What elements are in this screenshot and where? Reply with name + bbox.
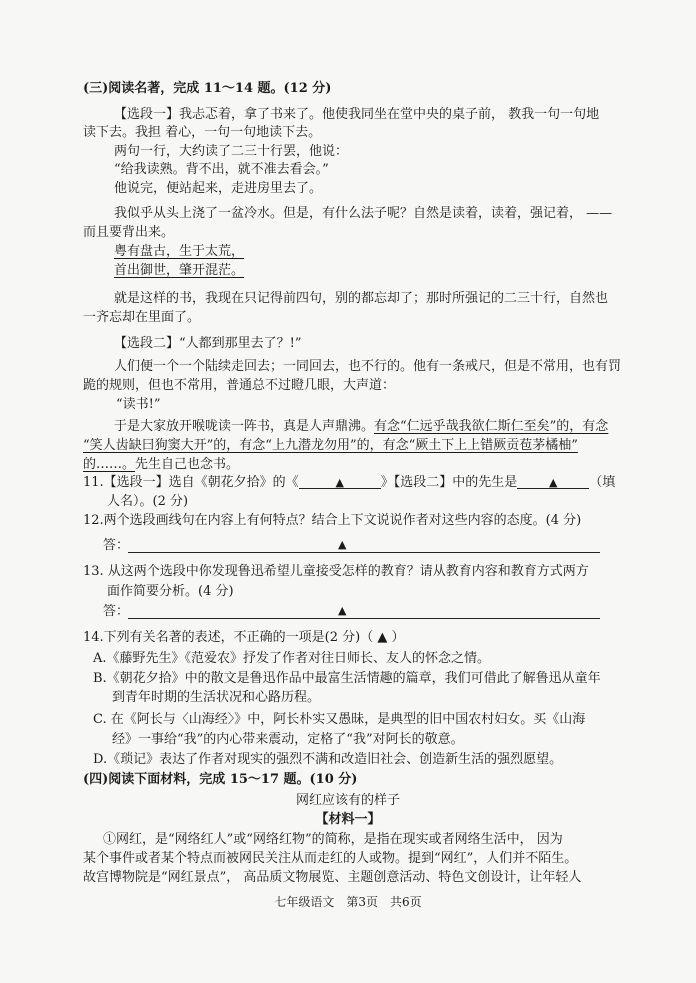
answer-line-12[interactable] [128, 551, 600, 553]
excerpt2-paragraph3: “读书!” [116, 397, 161, 412]
material-paragraph-line1: ①网红，是“网络红人”或“网络红物”的简称，是指在现实或者网络生活中， 因为 [103, 832, 563, 847]
answer-label-13: 答： [103, 604, 130, 619]
section4-heading: (四)阅读下面材料，完成 15～17 题。(10 分) [83, 772, 358, 787]
excerpt2-paragraph4-end [83, 456, 239, 474]
excerpt2-underlined-1: 有念“仁远乎哉我欲仁斯仁至矣”的，有念 [374, 419, 609, 434]
triangle-marker-icon: ▲ [338, 538, 347, 551]
option-c-cont: 经》一事给“我”的内心带来震动，定格了“我”对阿长的敬意。 [112, 732, 464, 747]
question-14[interactable]: 14.下列有关名著的表述，不正确的一项是(2 分)（ ▲ ） [83, 630, 405, 645]
option-b[interactable]: B.《朝花夕拾》中的散文是鲁迅作品中最富生活情趣的篇章，我们可借此了解鲁迅从童年 [93, 671, 601, 686]
excerpt2-last-sentence: 先生自己也念书。 [135, 457, 240, 472]
excerpt1-paragraph1: 【选段一】我忐忑着，拿了书来了。他使我同坐在堂中央的桌子前， 教我一句一句地 [114, 107, 600, 122]
triangle-marker-icon: ▲ [338, 604, 347, 617]
excerpt2-paragraph4-plain: 于是大家放开喉咙读一阵书，真是人声鼎沸。 [114, 419, 375, 434]
excerpt1-paragraph5: 我似乎从头上浇了一盆冷水。但是，有什么法子呢？自然是读着，读着，强记着， —— [114, 206, 613, 221]
excerpt2-underlined-3: 的……。 [83, 457, 136, 472]
excerpt1-paragraph3: “给我读熟。背不出，就不准去看会。” [114, 162, 329, 177]
material-paragraph-line3: 故宫博物院是“网红景点”， 高品质文物展览、主题创意活动、特色文创设计，让年轻人 [83, 870, 582, 885]
triangle-marker-icon: ▲ [335, 476, 344, 489]
verse-line-1: 粤有盘古，生于太荒， [114, 244, 245, 259]
question-12: 12.两个选段画线句在内容上有何特点？结合上下文说说作者对这些内容的态度。(4 分) [83, 513, 582, 528]
answer-label-12: 答： [103, 538, 130, 553]
triangle-marker-icon: ▲ [548, 476, 558, 489]
excerpt1-paragraph4: 他说完，便站起来，走进房里去了。 [114, 181, 323, 196]
answer-line-13[interactable] [128, 617, 600, 619]
question-11-cont: 人名）。(2 分) [107, 494, 189, 509]
answer-blank-11a[interactable] [299, 474, 381, 489]
option-a[interactable]: A.《藤野先生》《范爱农》抒发了作者对往日师长、友人的怀念之情。 [93, 651, 491, 666]
verse-line-2: 首出御世，肇开混茫。 [114, 263, 245, 278]
excerpt1-paragraph6-cont: 一齐忘却在里面了。 [83, 310, 201, 325]
excerpt1-paragraph2: 两句一行，大约读了二三十行罢，他说： [114, 144, 349, 159]
material-paragraph-line2: 某个事件或者某个特点而被网民关注从而走红的人或物。提到“网红”，人们并不陌生。 [83, 851, 578, 866]
question-11-text-c: （填 [589, 475, 616, 490]
answer-blank-11b[interactable] [517, 474, 589, 489]
excerpt2-paragraph2: 人们便一个一个陆续走回去；一同回去，也不行的。他有一条戒尺，但是不常用，也有罚 [114, 359, 622, 374]
question-11 [83, 474, 615, 492]
excerpt2-paragraph2-cont: 跪的规则，但也不常用，普通总不过瞪几眼，大声道： [83, 378, 396, 393]
excerpt2-paragraph4 [114, 418, 608, 436]
excerpt1-paragraph1-cont: 读下去。我担 着心，一句一句地读下去。 [83, 125, 322, 140]
option-b-cont: 到青年时期的生活状况和心路历程。 [112, 690, 321, 705]
question-11-text-a: 11.【选段一】选自《朝花夕拾》的《 [83, 475, 299, 490]
excerpt1-paragraph6: 就是这样的书，我现在只记得前四句，别的都忘却了；那时所强记的二三十行，自然也 [114, 291, 609, 306]
option-d[interactable]: D.《琐记》表达了作者对现实的强烈不满和改造旧社会、创造新生活的强烈愿望。 [93, 752, 563, 767]
material-one-label: 【材料一】 [315, 812, 381, 827]
article-title: 网红应该有的样子 [295, 793, 400, 808]
option-c[interactable]: C. 在《阿长与〈山海经〉》中，阿长朴实又愚昧，是典型的旧中国农村妇女。买《山海 [93, 712, 586, 727]
section3-heading: (三)阅读名著，完成 11～14 题。(12 分) [83, 81, 332, 96]
excerpt1-paragraph5-cont: 而且要背出来。 [83, 225, 175, 240]
question-13-cont: 面作简要分析。(4 分) [107, 584, 234, 599]
excerpt2-paragraph1: 【选段二】“人都到那里去了？!” [114, 336, 302, 351]
question-11-text-b: 》【选段二】中的先生是 [380, 475, 518, 490]
excerpt2-underlined-2: “笑人齿缺曰狗窦大开”的，有念“上九潜龙勿用”的，有念“厥土下上上错厥贡苞茅橘柚” [83, 438, 578, 453]
page-footer: 七年级语文 第3页 共6页 [274, 895, 422, 909]
question-13: 13. 从这两个选段中你发现鲁迅希望儿童接受怎样的教育？请从教育内容和教育方式两方 [83, 564, 589, 579]
